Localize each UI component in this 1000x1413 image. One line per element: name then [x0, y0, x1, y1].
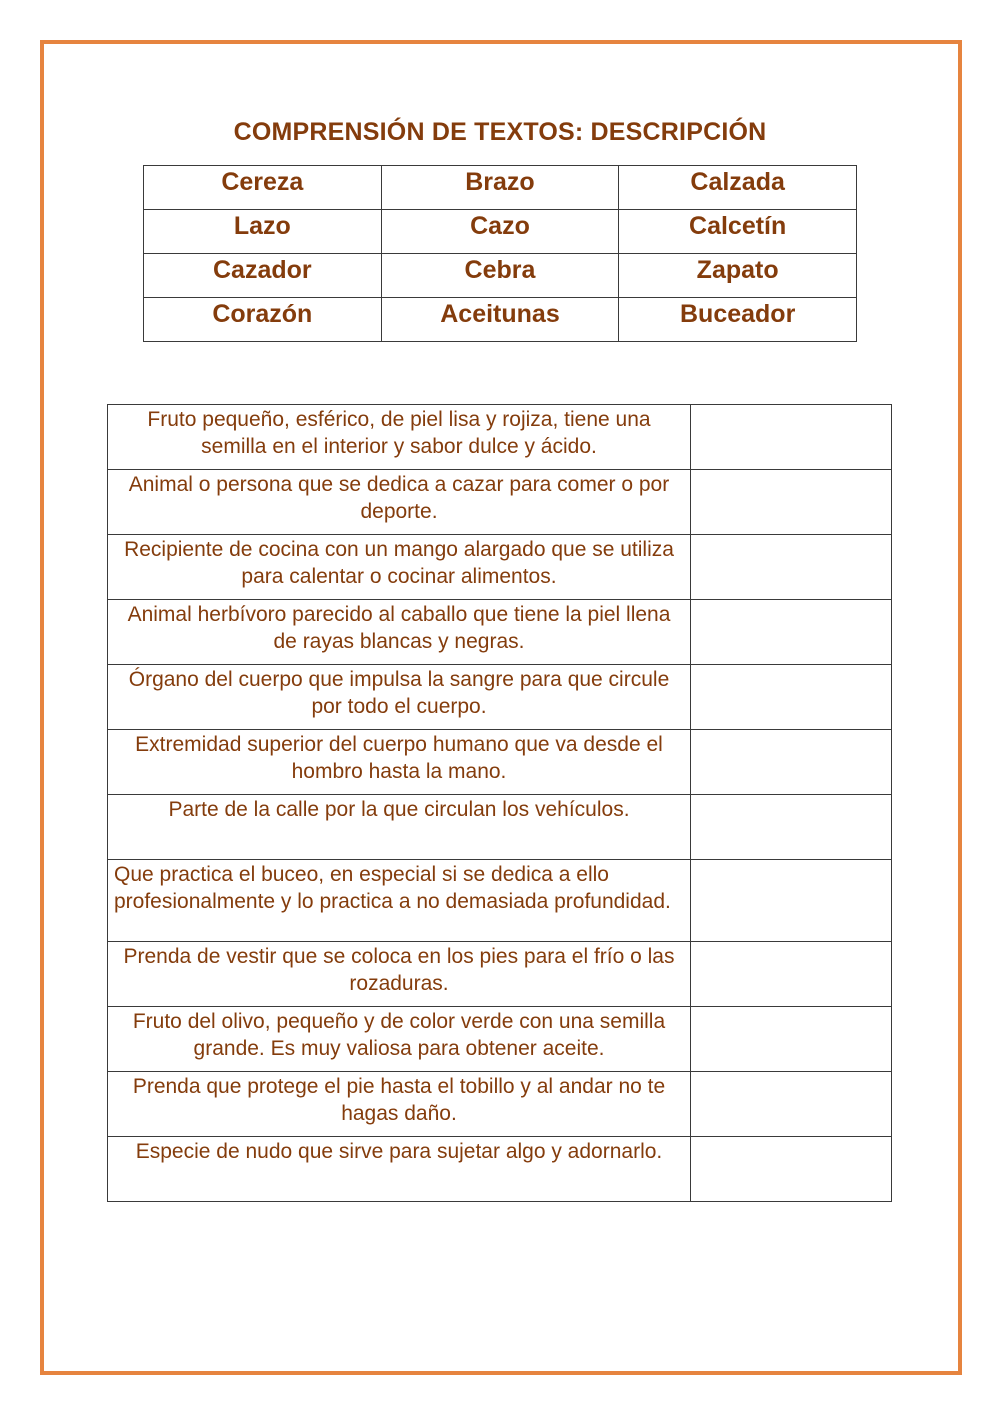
word-bank-row [144, 254, 857, 298]
word-bank-table [143, 165, 857, 342]
definition-text: Fruto del olivo, pequeño y de color verde con una semilla grande. Es muy valiosa para obtener aceite. [108, 1007, 691, 1072]
word-bank-row [144, 298, 857, 342]
word-cell: Buceador [619, 298, 857, 342]
word-cell: Cereza [144, 166, 382, 210]
word-cell: Aceitunas [381, 298, 619, 342]
word-cell: Lazo [144, 210, 382, 254]
answer-field[interactable] [691, 1007, 892, 1072]
answer-field[interactable] [691, 535, 892, 600]
definition-row [108, 470, 892, 535]
answer-field[interactable] [691, 1072, 892, 1137]
definition-row [108, 1072, 892, 1137]
definition-text: Recipiente de cocina con un mango alargado que se utiliza para calentar o cocinar alimentos. [108, 535, 691, 600]
answer-field[interactable] [691, 470, 892, 535]
word-cell: Cebra [381, 254, 619, 298]
word-bank-row [144, 210, 857, 254]
definition-text: Prenda que protege el pie hasta el tobillo y al andar no te hagas daño. [108, 1072, 691, 1137]
definition-row [108, 942, 892, 1007]
word-cell: Brazo [381, 166, 619, 210]
definition-text: Extremidad superior del cuerpo humano que va desde el hombro hasta la mano. [108, 730, 691, 795]
answer-field[interactable] [691, 942, 892, 1007]
answer-field[interactable] [691, 405, 892, 470]
definition-row [108, 405, 892, 470]
word-cell: Calzada [619, 166, 857, 210]
definition-text: Prenda de vestir que se coloca en los pies para el frío o las rozaduras. [108, 942, 691, 1007]
definition-text: Parte de la calle por la que circulan los vehículos. [108, 795, 691, 860]
definition-row [108, 600, 892, 665]
definition-text: Fruto pequeño, esférico, de piel lisa y rojiza, tiene una semilla en el interior y sabor dulce y ácido. [108, 405, 691, 470]
answer-field[interactable] [691, 860, 892, 942]
answer-field[interactable] [691, 1137, 892, 1202]
word-cell: Cazo [381, 210, 619, 254]
answer-field[interactable] [691, 795, 892, 860]
answer-field[interactable] [691, 730, 892, 795]
definition-row [108, 1007, 892, 1072]
word-cell: Cazador [144, 254, 382, 298]
answer-field[interactable] [691, 600, 892, 665]
definition-text: Especie de nudo que sirve para sujetar algo y adornarlo. [108, 1137, 691, 1202]
definition-row [108, 1137, 892, 1202]
word-cell: Calcetín [619, 210, 857, 254]
definition-row [108, 535, 892, 600]
word-bank-row [144, 166, 857, 210]
definition-text: Órgano del cuerpo que impulsa la sangre para que circule por todo el cuerpo. [108, 665, 691, 730]
page-title: COMPRENSIÓN DE TEXTOS: DESCRIPCIÓN [233, 118, 767, 146]
definition-row [108, 730, 892, 795]
definition-text: Que practica el buceo, en especial si se dedica a ello profesionalmente y lo practica a no demasiada profundidad. [108, 860, 691, 942]
answer-field[interactable] [691, 665, 892, 730]
word-cell: Zapato [619, 254, 857, 298]
definitions-table [107, 404, 892, 1202]
definition-row [108, 795, 892, 860]
definition-row [108, 665, 892, 730]
definition-text: Animal o persona que se dedica a cazar para comer o por deporte. [108, 470, 691, 535]
definition-row [108, 860, 892, 942]
definition-text: Animal herbívoro parecido al caballo que tiene la piel llena de rayas blancas y negras. [108, 600, 691, 665]
word-cell: Corazón [144, 298, 382, 342]
